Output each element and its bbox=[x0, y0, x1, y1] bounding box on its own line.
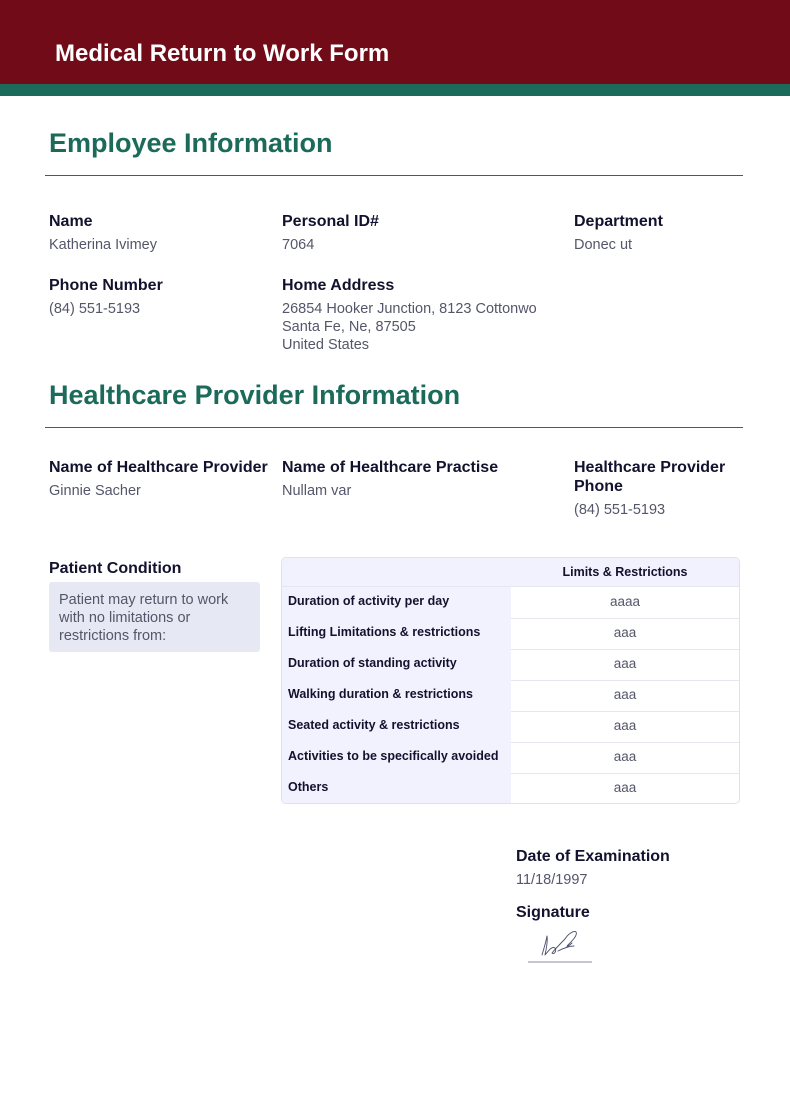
employee-section-title: Employee Information bbox=[49, 128, 333, 158]
row-label: Others bbox=[288, 780, 329, 794]
row-label-cell bbox=[282, 680, 511, 711]
patient-condition-field bbox=[49, 559, 181, 578]
form-title: Medical Return to Work Form bbox=[55, 40, 390, 67]
table-row bbox=[282, 773, 739, 804]
home-address-value bbox=[282, 300, 537, 354]
phone-number-value: (84) 551-5193 bbox=[49, 301, 141, 317]
row-label-cell bbox=[282, 773, 511, 804]
table-row bbox=[282, 680, 739, 712]
home-address-line: Santa Fe, Ne, 87505 bbox=[282, 319, 416, 335]
employee-section-divider bbox=[45, 175, 743, 176]
row-value-cell bbox=[511, 618, 739, 649]
patient-condition-text: Patient may return to work with no limitations or restrictions from: bbox=[59, 592, 229, 644]
row-label: Walking duration & restrictions bbox=[288, 687, 473, 701]
limits-restrictions-table bbox=[281, 557, 740, 804]
personal-id-label: Personal ID# bbox=[282, 213, 379, 230]
provider-phone-label-line: Phone bbox=[574, 478, 623, 495]
home-address-label: Home Address bbox=[282, 277, 395, 294]
department-label: Department bbox=[574, 213, 663, 230]
examination-date-value: 11/18/1997 bbox=[516, 872, 588, 888]
practise-name-field bbox=[282, 458, 498, 500]
employee-name-field bbox=[49, 212, 157, 254]
row-value-cell bbox=[511, 649, 739, 680]
provider-phone-value: (84) 551-5193 bbox=[574, 502, 666, 518]
phone-number-label: Phone Number bbox=[49, 277, 163, 294]
table-row bbox=[282, 587, 739, 619]
provider-name-value: Ginnie Sacher bbox=[49, 483, 141, 499]
row-value-cell bbox=[511, 680, 739, 711]
practise-name-value: Nullam var bbox=[282, 483, 352, 499]
phone-number-field bbox=[49, 276, 163, 318]
patient-condition-box bbox=[49, 582, 260, 652]
personal-id-value: 7064 bbox=[282, 237, 315, 253]
row-value: aaa bbox=[613, 780, 637, 795]
provider-section-title: Healthcare Provider Information bbox=[49, 380, 461, 410]
row-label-cell bbox=[282, 711, 511, 742]
personal-id-field bbox=[282, 212, 379, 254]
home-address-line: United States bbox=[282, 337, 370, 353]
row-value: aaa bbox=[613, 687, 637, 702]
department-field bbox=[574, 212, 663, 254]
table-row bbox=[282, 649, 739, 681]
home-address-line: 26854 Hooker Junction, 8123 Cottonwo bbox=[282, 301, 537, 317]
provider-phone-field bbox=[574, 458, 725, 519]
table-row bbox=[282, 618, 739, 650]
row-value: aaa bbox=[613, 656, 637, 671]
employee-name-value: Katherina Ivimey bbox=[49, 237, 157, 253]
patient-condition-label: Patient Condition bbox=[49, 560, 182, 577]
signature-field bbox=[516, 903, 590, 922]
signature-image bbox=[528, 924, 592, 964]
row-value: aaaa bbox=[609, 594, 641, 609]
department-value: Donec ut bbox=[574, 237, 633, 253]
row-label: Duration of activity per day bbox=[288, 594, 450, 608]
row-value: aaa bbox=[613, 749, 637, 764]
row-value-cell bbox=[511, 742, 739, 773]
table-header-label: Limits & Restrictions bbox=[562, 565, 688, 579]
row-label-cell bbox=[282, 742, 511, 773]
row-label: Lifting Limitations & restrictions bbox=[288, 625, 481, 639]
provider-name-label: Name of Healthcare Provider bbox=[49, 459, 268, 476]
row-value-cell bbox=[511, 773, 739, 804]
table-header-row bbox=[282, 558, 739, 587]
row-label-cell bbox=[282, 649, 511, 680]
table-row bbox=[282, 711, 739, 743]
row-label: Seated activity & restrictions bbox=[288, 718, 460, 732]
signature-label: Signature bbox=[516, 904, 590, 921]
examination-date-field bbox=[516, 847, 670, 889]
row-label: Activities to be specifically avoided bbox=[288, 749, 499, 763]
table-row bbox=[282, 742, 739, 774]
header-stripe bbox=[0, 84, 790, 96]
provider-phone-label bbox=[574, 458, 725, 496]
signature-scribble bbox=[528, 924, 592, 964]
examination-date-label: Date of Examination bbox=[516, 848, 670, 865]
row-label-cell bbox=[282, 618, 511, 649]
page-header bbox=[0, 0, 790, 84]
provider-section-divider bbox=[45, 427, 743, 428]
row-label-cell bbox=[282, 587, 511, 618]
employee-name-label: Name bbox=[49, 213, 93, 230]
row-value: aaa bbox=[613, 718, 637, 733]
row-label: Duration of standing activity bbox=[288, 656, 457, 670]
row-value-cell bbox=[511, 587, 739, 618]
provider-name-field bbox=[49, 458, 268, 500]
row-value-cell bbox=[511, 711, 739, 742]
home-address-field bbox=[282, 276, 537, 354]
row-value: aaa bbox=[613, 625, 637, 640]
provider-phone-label-line: Healthcare Provider bbox=[574, 459, 726, 476]
practise-name-label: Name of Healthcare Practise bbox=[282, 459, 499, 476]
